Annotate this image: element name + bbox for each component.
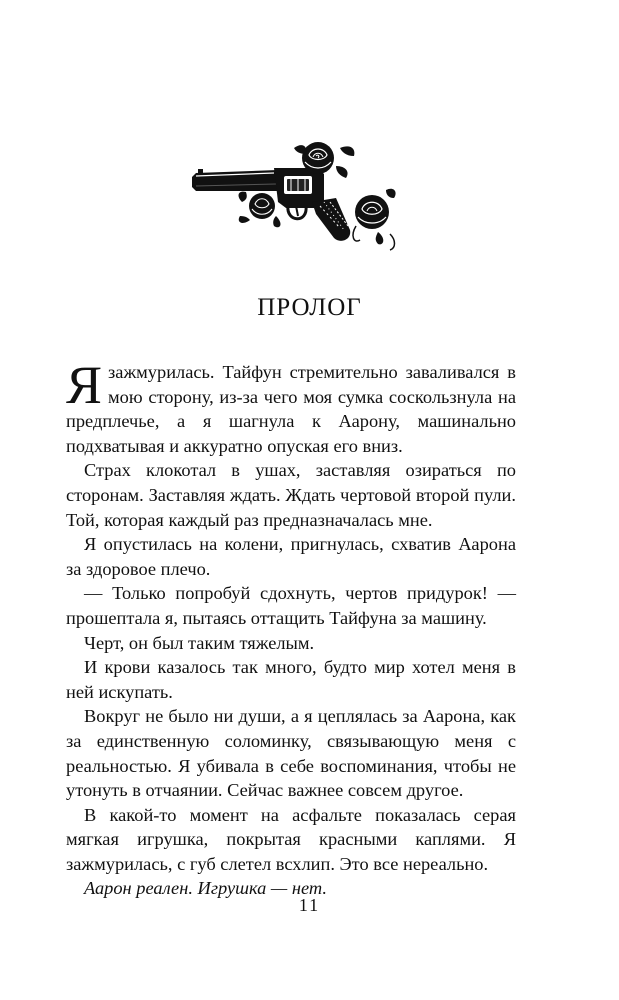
chapter-body xyxy=(66,355,516,901)
paragraph: Черт, он был таким тяжелым. xyxy=(84,632,315,653)
page-number: 11 xyxy=(298,895,321,915)
italic-line: Аарон реален. Игрушка — нет. xyxy=(84,878,328,899)
revolver-with-roses-icon xyxy=(190,140,400,255)
paragraph: И крови казалось так много, будто мир хотел меня в ней искупать. xyxy=(66,657,516,702)
drop-cap: Я xyxy=(66,355,103,415)
paragraph-text: зажмурилась. Тайфун стремительно заваливался в мою сторону, из-за чего моя сумка соскользнула на предплечье, а я шагнула к Аарону, машинально подхватывая и аккуратно опуская его вниз. xyxy=(66,362,516,456)
paragraph xyxy=(66,355,516,458)
paragraph: В какой-то момент на асфальте показалась серая мягкая игрушка, покрытая красными каплями. Я зажмурилась, с губ слетел всхлип. Это все нереально. xyxy=(66,804,516,874)
paragraph: Я опустилась на колени, пригнулась, схватив Аарона за здоровое плечо. xyxy=(66,534,516,579)
chapter-title: ПРОЛОГ xyxy=(257,294,362,321)
paragraph: Вокруг не было ни души, а я цеплялась за Аарона, как за единственную соломинку, связывающую меня с реальностью. Я убивала в себе воспоминания, чтобы не утонуть в отчаянии. Сейчас важнее совсем другое. xyxy=(66,706,516,801)
paragraph: — Только попробуй сдохнуть, чертов придурок! — прошептала я, пытаясь оттащить Тайфуна за машину. xyxy=(66,583,516,628)
paragraph: Страх клокотал в ушах, заставляя озираться по сторонам. Заставляя ждать. Ждать чертовой второй пули. Той, которая каждый раз предназначалась мне. xyxy=(66,460,516,530)
